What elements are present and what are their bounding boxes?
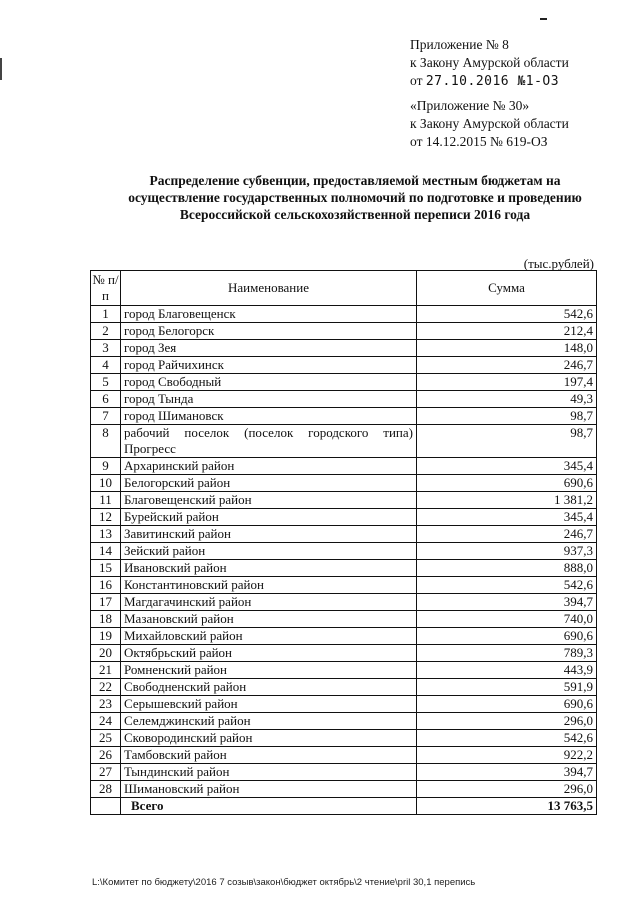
appendix-number: Приложение № 8 [410,37,509,52]
handwritten-date: 27.10.2016 №1-ОЗ [425,74,560,89]
row-name: Константиновский район [121,577,417,594]
table-row [91,492,597,509]
date-prefix: от [410,73,423,88]
table-header-row [91,271,597,306]
column-header-name: Наименование [121,271,417,306]
previous-law-reference: к Закону Амурской области [410,116,569,131]
row-name: Ивановский район [121,560,417,577]
row-sum: 98,7 [417,425,597,458]
row-name: Мазановский район [121,611,417,628]
row-number: 16 [91,577,121,594]
column-header-number: № п/п [91,271,121,306]
table-row [91,764,597,781]
scan-edge-mark [0,58,2,80]
row-name: Завитинский район [121,526,417,543]
row-name: город Райчихинск [121,357,417,374]
row-sum: 1 381,2 [417,492,597,509]
row-name: город Зея [121,340,417,357]
table-row [91,645,597,662]
row-sum: 591,9 [417,679,597,696]
table-row [91,781,597,798]
row-number: 1 [91,306,121,323]
row-name: Октябрьский район [121,645,417,662]
table-row [91,577,597,594]
law-reference: к Закону Амурской области [410,55,569,70]
table-row [91,713,597,730]
row-name: Михайловский район [121,628,417,645]
row-sum: 212,4 [417,323,597,340]
table-row [91,679,597,696]
row-number: 19 [91,628,121,645]
column-header-sum: Сумма [417,271,597,306]
title-line-1: Распределение субвенции, предоставляемой местным бюджетам на [149,173,561,188]
units-label: (тыс.рублей) [523,256,594,271]
row-number: 2 [91,323,121,340]
row-number: 12 [91,509,121,526]
total-label: Всего [121,798,417,815]
row-sum: 922,2 [417,747,597,764]
row-number: 20 [91,645,121,662]
table-row [91,458,597,475]
table-row [91,628,597,645]
row-number: 13 [91,526,121,543]
table-row [91,357,597,374]
table-row [91,475,597,492]
table-row [91,391,597,408]
table-row [91,696,597,713]
row-sum: 345,4 [417,509,597,526]
table-row [91,425,597,458]
row-number: 17 [91,594,121,611]
row-sum: 690,6 [417,696,597,713]
table-row [91,662,597,679]
row-number: 9 [91,458,121,475]
row-name: город Шимановск [121,408,417,425]
row-number: 11 [91,492,121,509]
row-number: 27 [91,764,121,781]
row-number: 5 [91,374,121,391]
table-row [91,730,597,747]
row-name: рабочий поселок (поселок городского типа) Прогресс [121,425,417,458]
row-sum: 345,4 [417,458,597,475]
previous-appendix-date: от 14.12.2015 № 619-ОЗ [410,134,548,149]
row-sum: 246,7 [417,357,597,374]
row-number: 3 [91,340,121,357]
row-name: Селемджинский район [121,713,417,730]
row-sum: 394,7 [417,764,597,781]
total-number-cell [91,798,121,815]
document-title [95,172,615,223]
row-sum: 148,0 [417,340,597,357]
row-sum: 98,7 [417,408,597,425]
row-name: Благовещенский район [121,492,417,509]
row-name: город Тында [121,391,417,408]
row-name: Архаринский район [121,458,417,475]
row-name: Тамбовский район [121,747,417,764]
scan-mark-dash [540,18,547,20]
row-number: 22 [91,679,121,696]
row-sum: 789,3 [417,645,597,662]
table-row [91,560,597,577]
file-path-footer: L:\Комитет по бюджету\2016 7 созыв\закон\бюджет октябрь\2 чтение\pril 30,1 перепись [92,877,476,888]
row-number: 18 [91,611,121,628]
row-sum: 296,0 [417,781,597,798]
row-number: 14 [91,543,121,560]
row-number: 4 [91,357,121,374]
row-name: Сковородинский район [121,730,417,747]
total-sum: 13 763,5 [417,798,597,815]
row-number: 15 [91,560,121,577]
row-number: 26 [91,747,121,764]
appendix-date [410,72,569,91]
subsidy-table [90,270,597,815]
row-sum: 740,0 [417,611,597,628]
table-row [91,374,597,391]
title-line-2: осуществление государственных полномочий по подготовке и проведению [128,190,582,205]
table-row [91,408,597,425]
row-name: Белогорский район [121,475,417,492]
row-sum: 197,4 [417,374,597,391]
row-number: 24 [91,713,121,730]
row-sum: 542,6 [417,577,597,594]
table-row [91,340,597,357]
row-sum: 690,6 [417,628,597,645]
row-sum: 888,0 [417,560,597,577]
row-number: 23 [91,696,121,713]
row-name: Зейский район [121,543,417,560]
row-name: Свободненский район [121,679,417,696]
row-number: 10 [91,475,121,492]
table-row [91,747,597,764]
row-sum: 443,9 [417,662,597,679]
row-number: 8 [91,425,121,458]
row-number: 25 [91,730,121,747]
row-number: 28 [91,781,121,798]
table-row [91,543,597,560]
row-name: Шимановский район [121,781,417,798]
total-row [91,798,597,815]
row-sum: 296,0 [417,713,597,730]
row-name: Серышевский район [121,696,417,713]
table-row [91,509,597,526]
row-number: 6 [91,391,121,408]
row-name: город Свободный [121,374,417,391]
table-row [91,611,597,628]
row-name: Тындинский район [121,764,417,781]
row-name: город Благовещенск [121,306,417,323]
row-sum: 542,6 [417,730,597,747]
row-sum: 246,7 [417,526,597,543]
table-row [91,594,597,611]
table-body [91,306,597,798]
table-row [91,526,597,543]
row-name: Бурейский район [121,509,417,526]
row-sum: 394,7 [417,594,597,611]
row-sum: 49,3 [417,391,597,408]
row-sum: 690,6 [417,475,597,492]
table-row [91,323,597,340]
row-number: 7 [91,408,121,425]
previous-appendix-number: «Приложение № 30» [410,98,530,113]
row-name: город Белогорск [121,323,417,340]
title-line-3: Всероссийской сельскохозяйственной переписи 2016 года [179,207,531,222]
table-row [91,306,597,323]
appendix-header [410,36,569,151]
row-name: Магдагачинский район [121,594,417,611]
row-sum: 937,3 [417,543,597,560]
row-number: 21 [91,662,121,679]
row-name: Ромненский район [121,662,417,679]
row-sum: 542,6 [417,306,597,323]
